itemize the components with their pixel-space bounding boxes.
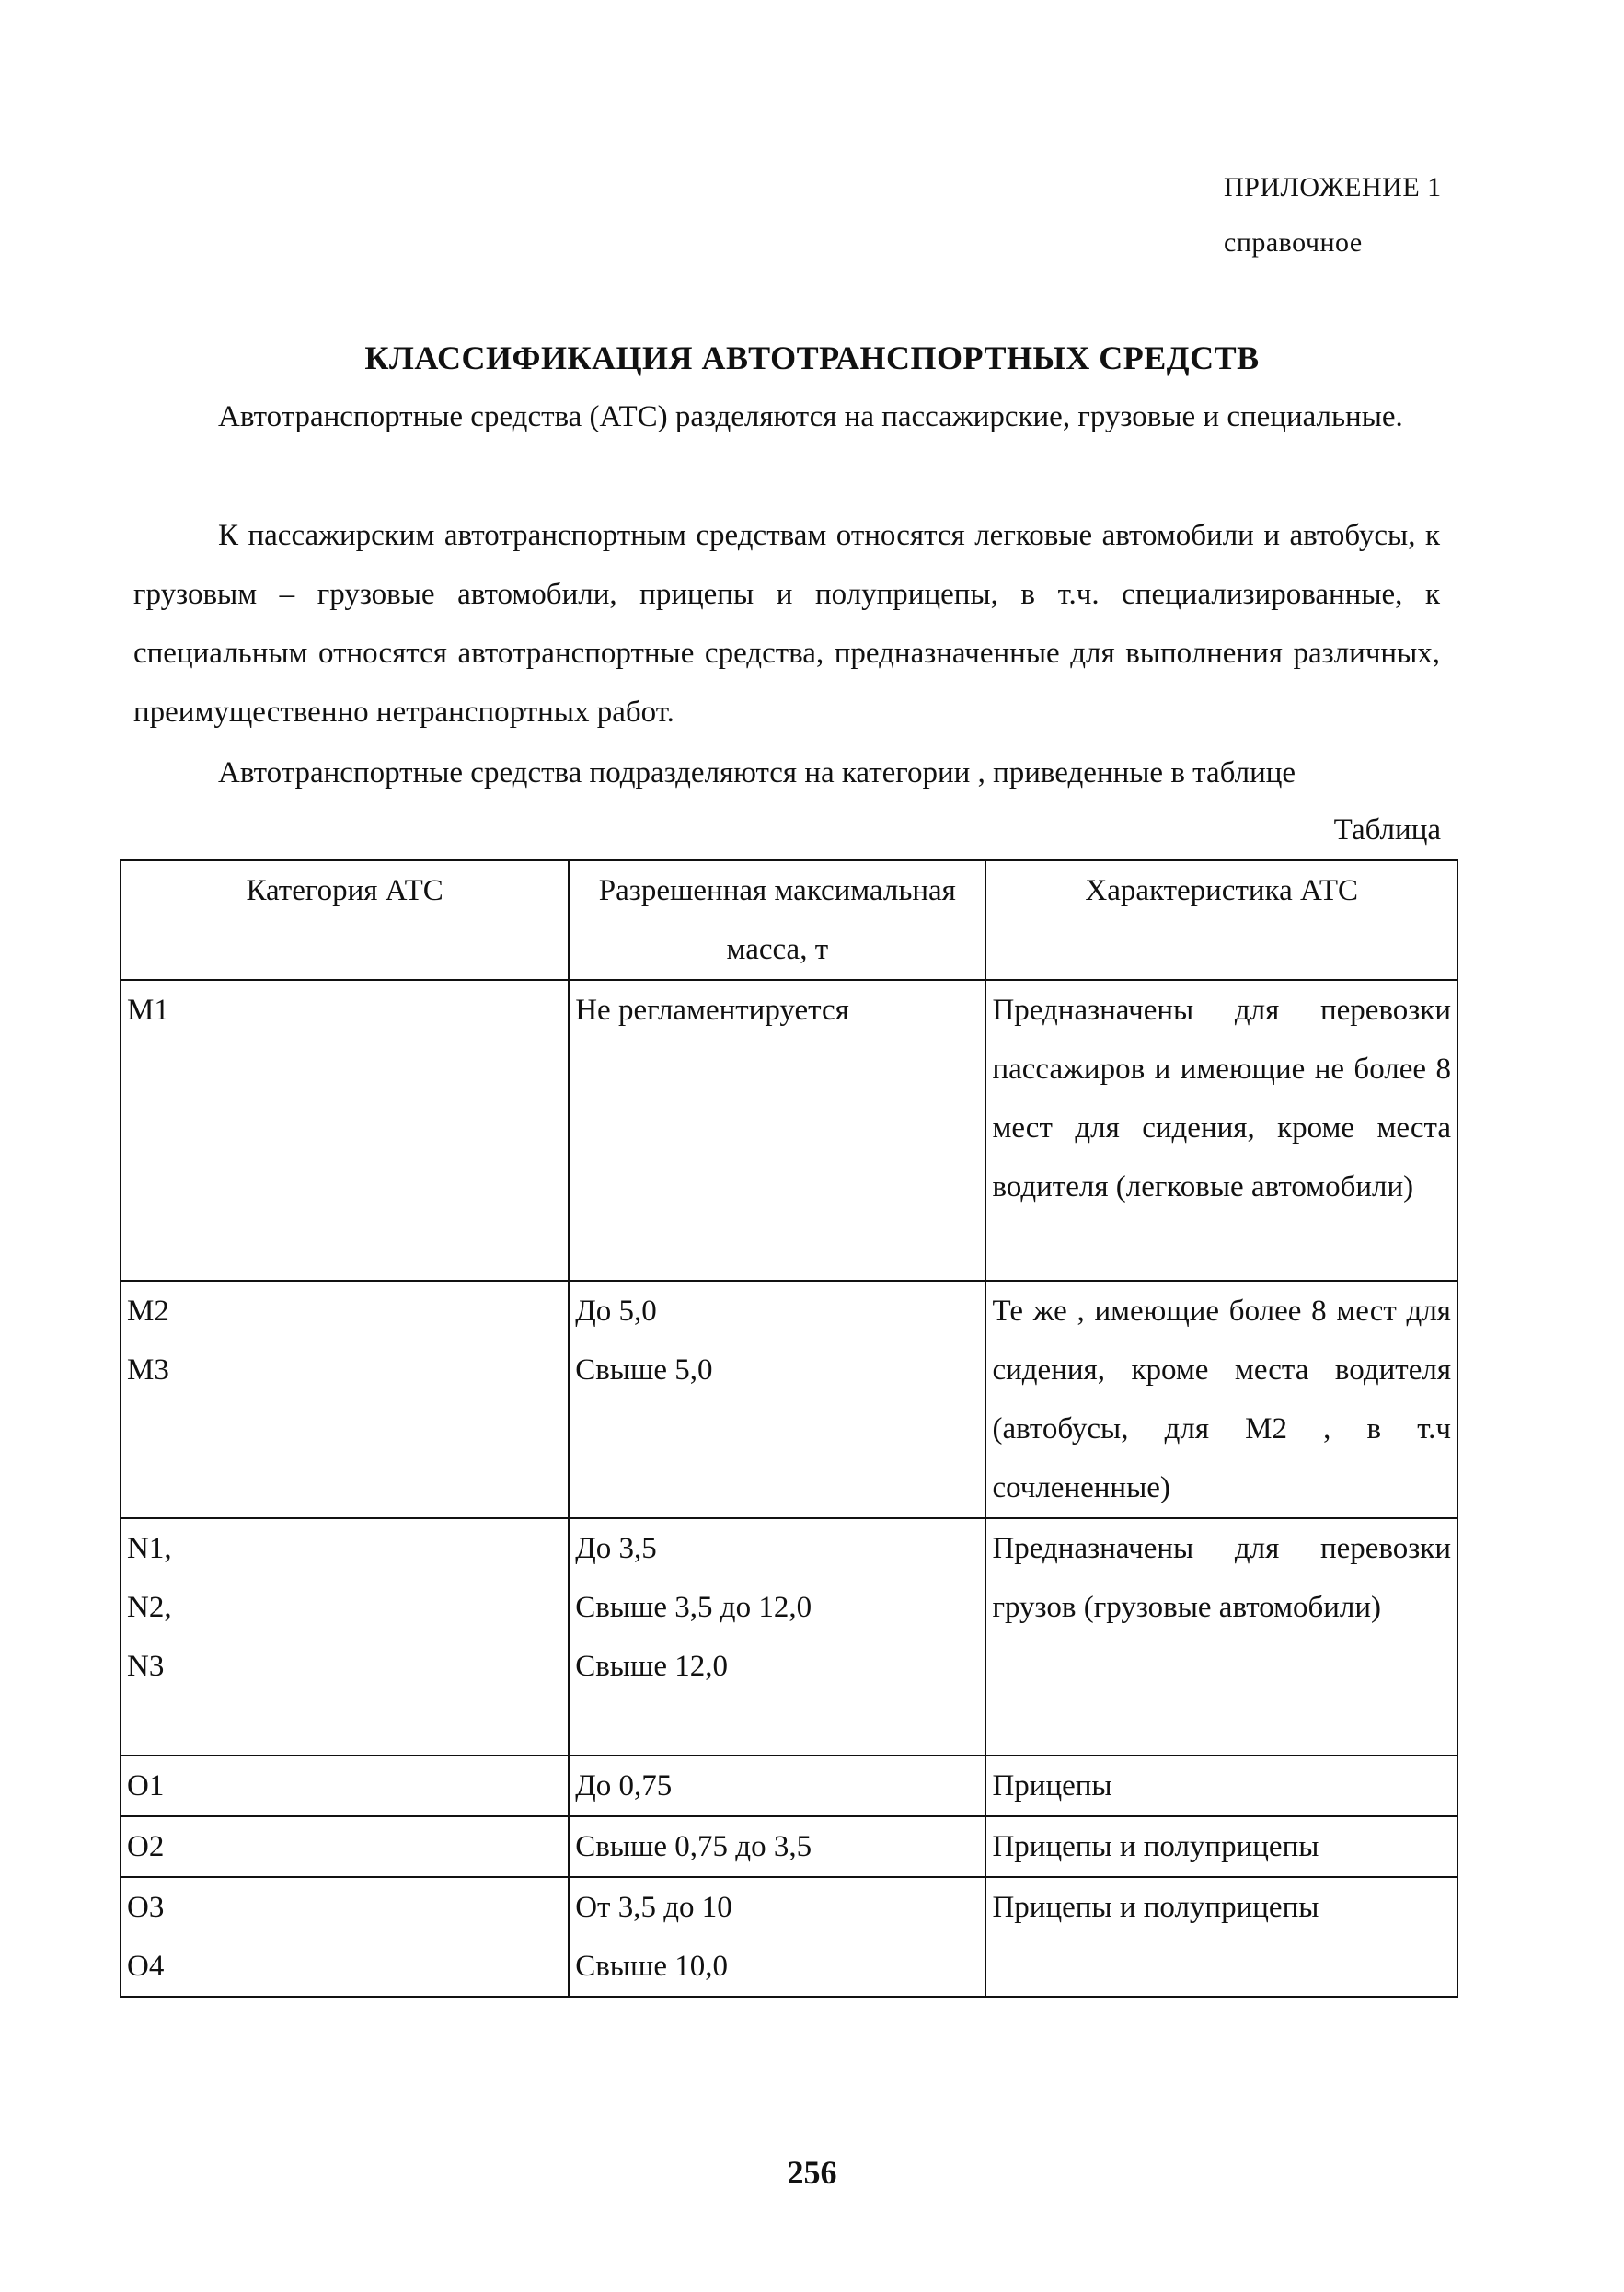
mass-value: Свыше 10,0 bbox=[575, 1950, 729, 1983]
characteristic-cell: Прицепы bbox=[985, 1756, 1457, 1816]
table-row bbox=[121, 1877, 1457, 1997]
category-cell bbox=[121, 1518, 569, 1756]
characteristic-cell: Прицепы и полуприцепы bbox=[985, 1877, 1457, 1997]
table-caption: Таблица bbox=[1333, 813, 1441, 847]
category-value: O4 bbox=[127, 1950, 165, 1983]
appendix-header bbox=[1224, 167, 1442, 263]
table-row bbox=[121, 1816, 1457, 1877]
page-title: КЛАССИФИКАЦИЯ АВТОТРАНСПОРТНЫХ СРЕДСТВ bbox=[364, 340, 1260, 376]
category-value: O2 bbox=[127, 1830, 165, 1863]
mass-value: Свыше 3,5 до 12,0 bbox=[575, 1591, 812, 1624]
characteristic-cell: Прицепы и полуприцепы bbox=[985, 1816, 1457, 1877]
category-cell bbox=[121, 980, 569, 1281]
mass-value: До 5,0 bbox=[575, 1295, 657, 1328]
mass-value: До 3,5 bbox=[575, 1532, 657, 1565]
mass-cell bbox=[569, 1816, 985, 1877]
characteristic-cell: Предназначены для перевозки грузов (грузовые автомобили) bbox=[985, 1518, 1457, 1756]
table-row bbox=[121, 980, 1457, 1281]
mass-cell bbox=[569, 1281, 985, 1518]
table-row bbox=[121, 1756, 1457, 1816]
mass-value: Не регламентируется bbox=[575, 994, 849, 1027]
mass-cell bbox=[569, 1877, 985, 1997]
header-category: Категория АТС bbox=[121, 860, 569, 980]
page-number: 256 bbox=[787, 2154, 837, 2191]
mass-value: Свыше 12,0 bbox=[575, 1650, 729, 1683]
paragraph-categories: Автотранспортные средства подразделяются на категории , приведенные в таблице bbox=[218, 756, 1296, 789]
category-value: M2 bbox=[127, 1295, 169, 1328]
table-row bbox=[121, 1281, 1457, 1518]
category-value: N1, bbox=[127, 1532, 172, 1565]
table-row bbox=[121, 1518, 1457, 1756]
mass-value: Свыше 0,75 до 3,5 bbox=[575, 1830, 812, 1863]
mass-cell bbox=[569, 1518, 985, 1756]
category-value: O3 bbox=[127, 1891, 165, 1924]
table-header-row bbox=[121, 860, 1457, 980]
category-cell bbox=[121, 1281, 569, 1518]
mass-cell bbox=[569, 1756, 985, 1816]
mass-value: Свыше 5,0 bbox=[575, 1353, 713, 1387]
category-value: M3 bbox=[127, 1353, 169, 1387]
category-cell bbox=[121, 1877, 569, 1997]
category-value: O1 bbox=[127, 1769, 165, 1803]
category-value: M1 bbox=[127, 994, 169, 1027]
paragraph-intro: Автотранспортные средства (АТС) разделяются на пассажирские, грузовые и специальные. bbox=[218, 400, 1403, 433]
characteristic-cell: Предназначены для перевозки пассажиров и имеющие не более 8 мест для сидения, кроме места водителя (легковые автомобили) bbox=[985, 980, 1457, 1281]
vehicle-classification-table bbox=[120, 859, 1458, 1998]
category-cell bbox=[121, 1816, 569, 1877]
mass-value: До 0,75 bbox=[575, 1769, 673, 1803]
characteristic-cell: Те же , имеющие более 8 мест для сидения, кроме места водителя (автобусы, для М2 , в т.ч сочлененные) bbox=[985, 1281, 1457, 1518]
mass-cell bbox=[569, 980, 985, 1281]
category-cell bbox=[121, 1756, 569, 1816]
appendix-label: ПРИЛОЖЕНИЕ 1 bbox=[1224, 172, 1442, 202]
appendix-type: справочное bbox=[1224, 227, 1363, 258]
category-value: N2, bbox=[127, 1591, 172, 1624]
header-characteristic: Характеристика АТС bbox=[985, 860, 1457, 980]
paragraph-passenger-cargo: К пассажирским автотранспортным средствам относятся легковые автомобили и автобусы, к грузовым – грузовые автомобили, прицепы и полуприцепы, в т.ч. специализированные, к специальным относятся автотранспортные средства, предназначенные для выполнения различных, преимущественно нетранспортных работ. bbox=[133, 519, 1440, 729]
header-max-mass: Разрешенная максимальная масса, т bbox=[569, 860, 985, 980]
mass-value: От 3,5 до 10 bbox=[575, 1891, 732, 1924]
category-value: N3 bbox=[127, 1650, 165, 1683]
